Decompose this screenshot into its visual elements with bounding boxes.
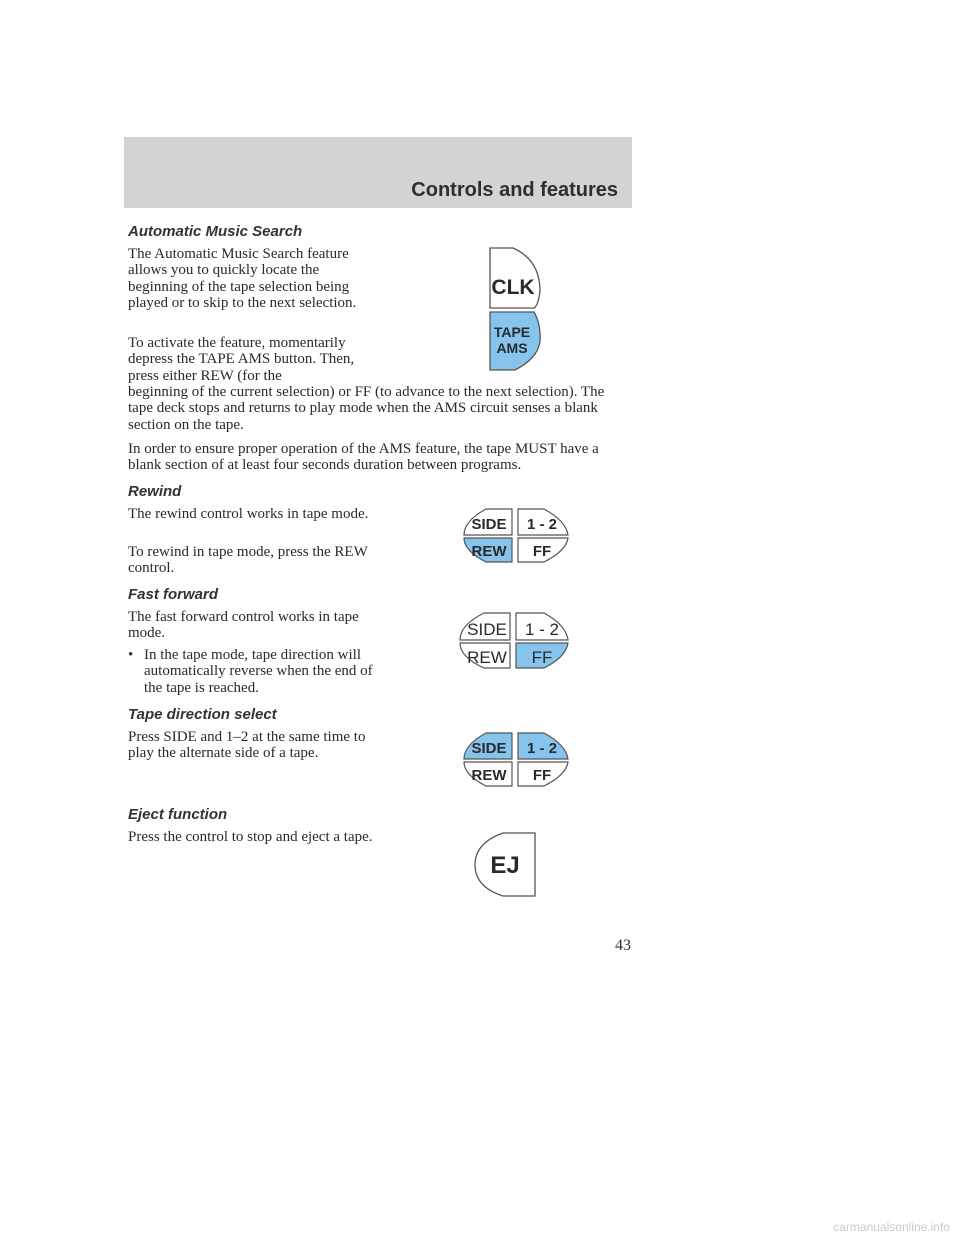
heading-tape-direction: Tape direction select bbox=[128, 706, 277, 723]
fast-forward-bullet bbox=[128, 647, 380, 696]
section-title: Controls and features bbox=[411, 179, 618, 201]
fast-forward-paragraph-1: The fast forward control works in tape mode. bbox=[128, 609, 359, 642]
page-header bbox=[124, 137, 632, 208]
watermark: carmanualsonline.info bbox=[833, 1220, 950, 1234]
ams-paragraph-3: In order to ensure proper operation of the AMS feature, the tape MUST have a blank section of at least four seconds duration between programs. bbox=[128, 441, 599, 474]
one-two-label: 1 - 2 bbox=[524, 620, 560, 639]
rew-label: REW bbox=[467, 648, 507, 667]
tape-direction-button-illustration bbox=[462, 731, 574, 789]
tape-label: TAPE bbox=[493, 324, 531, 340]
rew-label: REW bbox=[471, 767, 507, 784]
eject-button-illustration bbox=[473, 831, 539, 899]
page-number: 43 bbox=[615, 937, 631, 954]
ams-label: AMS bbox=[496, 340, 528, 356]
side-label: SIDE bbox=[471, 740, 507, 757]
heading-ams: Automatic Music Search bbox=[128, 223, 303, 240]
ams-paragraph-2b: beginning of the current selection) or FF (to advance to the next selection). The tape deck stops and returns to play mode when the AMS circuit senses a blank section on the tape. bbox=[128, 384, 605, 433]
tape-direction-paragraph: Press SIDE and 1–2 at the same time to play the alternate side of a tape. bbox=[128, 729, 366, 762]
one-two-label: 1 - 2 bbox=[526, 516, 558, 533]
one-two-label: 1 - 2 bbox=[526, 740, 558, 757]
heading-fast-forward: Fast forward bbox=[128, 586, 219, 603]
rewind-button-illustration bbox=[462, 507, 574, 565]
bullet-text: In the tape mode, tape direction will automatically reverse when the end of the tape is reached. bbox=[144, 647, 373, 696]
rewind-paragraph-1: The rewind control works in tape mode. bbox=[128, 506, 369, 522]
fast-forward-button-illustration bbox=[458, 611, 574, 671]
side-label: SIDE bbox=[471, 516, 507, 533]
side-label: SIDE bbox=[467, 620, 507, 639]
clk-label: CLK bbox=[491, 276, 535, 299]
clk-tape-ams-button-illustration bbox=[488, 246, 548, 371]
ff-label: FF bbox=[531, 648, 553, 667]
ej-label: EJ bbox=[490, 852, 520, 879]
rewind-paragraph-2: To rewind in tape mode, press the REW control. bbox=[128, 544, 368, 577]
ff-label: FF bbox=[532, 543, 552, 560]
bullet-dot: • bbox=[128, 647, 134, 663]
ff-label: FF bbox=[532, 767, 552, 784]
ams-paragraph-1: The Automatic Music Search feature allows you to quickly locate the beginning of the tape selection being played or to skip to the next selection. bbox=[128, 246, 357, 312]
ams-paragraph-2a: To activate the feature, momentarily depress the TAPE AMS button. Then, press either REW (for the bbox=[128, 335, 355, 384]
eject-paragraph: Press the control to stop and eject a tape. bbox=[128, 829, 373, 845]
heading-rewind: Rewind bbox=[128, 483, 182, 500]
rew-label: REW bbox=[471, 543, 507, 560]
heading-eject: Eject function bbox=[128, 806, 228, 823]
